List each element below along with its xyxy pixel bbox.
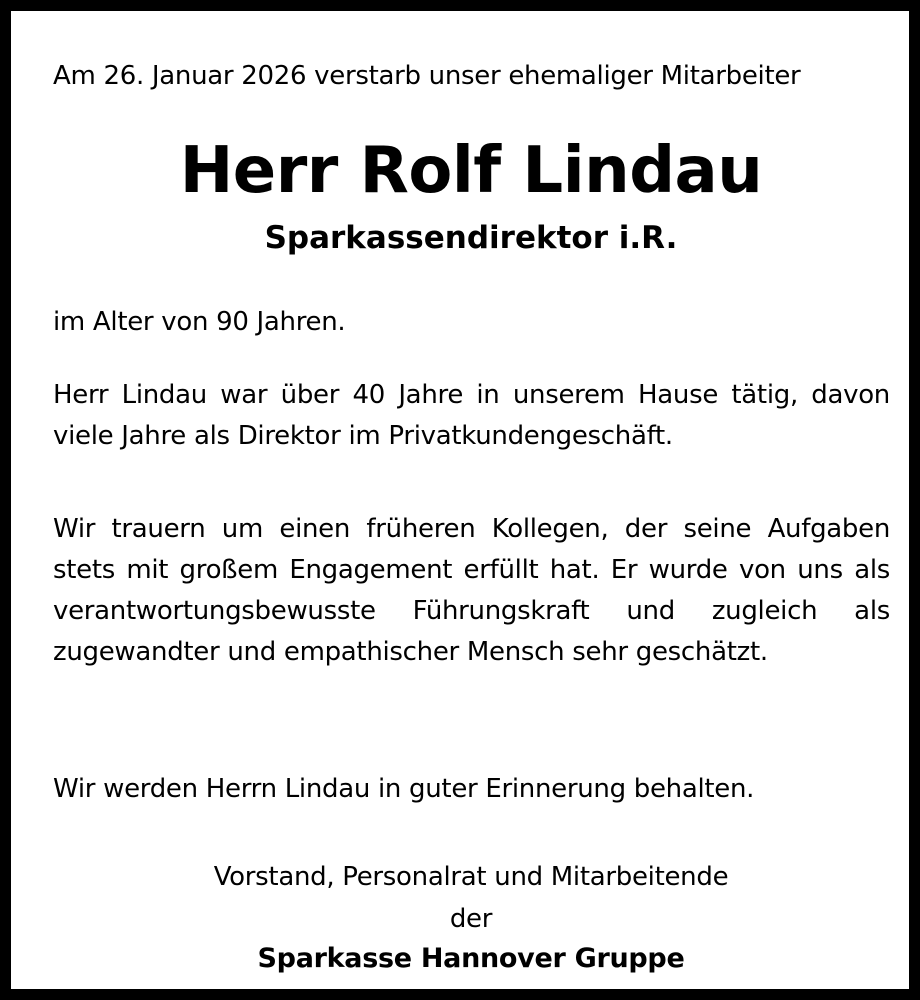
- deceased-title: Sparkassendirektor i.R.: [264, 220, 678, 256]
- closing-text: Wir werden Herrn Lindau in guter Erinnerung behalten.: [53, 774, 755, 804]
- organization-name: Sparkasse Hannover Gruppe: [257, 943, 685, 974]
- deceased-name: Herr Rolf Lindau: [179, 134, 763, 208]
- career-paragraph: Herr Lindau war über 40 Jahre in unserem Hause tätig, davon viele Jahre als Direktor im Privatkundengeschäft.: [53, 380, 890, 451]
- signature-connector: der: [449, 904, 493, 934]
- intro-text: Am 26. Januar 2026 verstarb unser ehemaliger Mitarbeiter: [53, 61, 801, 91]
- age-text: im Alter von 90 Jahren.: [53, 307, 346, 337]
- tribute-paragraph: Wir trauern um einen früheren Kollegen, der seine Aufgaben stets mit großem Engagement erfüllt hat. Er wurde von uns als verantwortungsbewusste Führungskraft und zugleich als zugewandter und empathischer Mensch sehr geschätzt.: [53, 514, 890, 667]
- signature-line: Vorstand, Personalrat und Mitarbeitende: [213, 862, 729, 892]
